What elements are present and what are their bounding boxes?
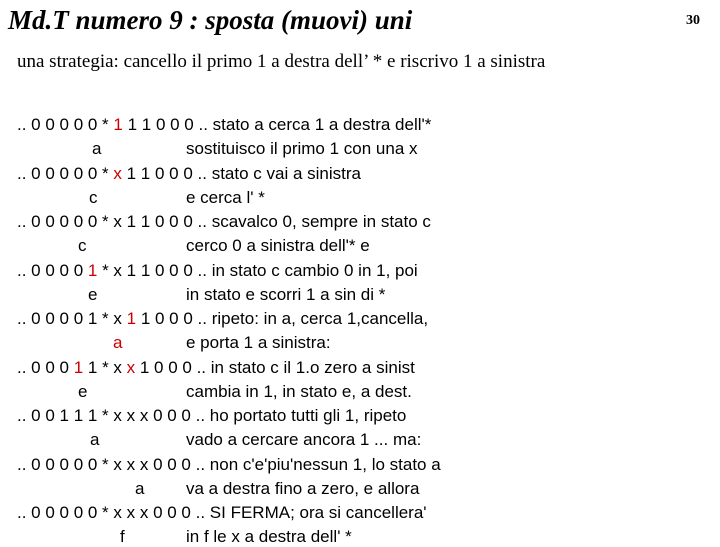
state-label: f — [120, 527, 125, 546]
tape-line — [17, 455, 441, 475]
tape-line — [17, 212, 431, 232]
tape-segment: 1 1 0 0 0 .. — [121, 163, 212, 183]
tape-segment: .. 0 0 0 — [17, 357, 74, 377]
tape-highlight: 1 — [73, 357, 84, 377]
step-description: non c'e'piu'nessun 1, lo stato a — [209, 454, 441, 474]
tape-segment: 1 1 0 0 0 .. — [122, 115, 213, 134]
step-note: cambia in 1, in stato e, a dest. — [186, 381, 412, 401]
tape-highlight: 1 — [126, 309, 137, 328]
tape-segment: .. 0 0 0 0 0 * x 1 1 0 0 0 .. — [17, 212, 212, 231]
tape-line — [17, 358, 415, 378]
state-label: a — [92, 139, 102, 158]
state-label: c — [89, 187, 98, 207]
tape-highlight: x — [113, 163, 122, 183]
tape-line — [17, 261, 418, 281]
step-note: sostituisco il primo 1 con una x — [186, 139, 418, 158]
intro-text: una strategia: cancello il primo 1 a destra dell’ * e riscrivo 1 a sinistra — [17, 51, 546, 72]
step-note: in f le x a destra dell' * — [186, 527, 352, 546]
step-note: e cerca l' * — [186, 187, 265, 207]
state-label: a — [113, 333, 123, 352]
tape-segment: 1 * x — [83, 357, 127, 377]
state-label: c — [78, 236, 87, 255]
state-label: e — [88, 284, 98, 304]
step-description: stato c vai a sinistra — [211, 163, 361, 183]
tape-segment: .. 0 0 0 0 0 * — [17, 163, 114, 183]
tape-line — [17, 164, 361, 184]
step-description: ho portato tutti gli 1, ripeto — [209, 406, 407, 425]
tape-segment: .. 0 0 1 1 1 * x x x 0 0 0 .. — [17, 406, 210, 425]
step-note: in stato e scorri 1 a sin di * — [186, 284, 386, 304]
step-description: in stato c il 1.o zero a sinist — [210, 357, 415, 377]
tape-highlight: 1 — [87, 260, 98, 280]
step-note: va a destra fino a zero, e allora — [186, 478, 420, 498]
tape-segment: * x 1 1 0 0 0 .. — [97, 260, 212, 280]
step-description: SI FERMA; ora si cancellera' — [209, 503, 427, 522]
step-description: scavalco 0, sempre in stato c — [211, 212, 431, 231]
tape-line — [17, 115, 431, 135]
tape-highlight: 1 — [113, 115, 123, 134]
tape-segment: .. 0 0 0 0 1 * x — [17, 309, 127, 328]
tape-segment: .. 0 0 0 0 0 * — [17, 115, 114, 134]
state-label: a — [90, 430, 100, 449]
step-note: e porta 1 a sinistra: — [186, 333, 331, 352]
state-label: e — [78, 381, 88, 401]
tape-segment: 1 0 0 0 .. — [135, 357, 211, 377]
step-description: stato a cerca 1 a destra dell'* — [212, 115, 432, 134]
step-description: in stato c cambio 0 in 1, poi — [211, 260, 418, 280]
tape-line — [17, 406, 406, 426]
state-label: a — [135, 478, 145, 498]
tape-segment: .. 0 0 0 0 0 * x x x 0 0 0 .. — [17, 503, 210, 522]
slide-title: Md.T numero 9 : sposta (muovi) uni — [8, 5, 413, 35]
tape-segment: 1 0 0 0 .. — [136, 309, 212, 328]
page-number: 30 — [686, 13, 700, 28]
tape-highlight: x — [126, 357, 136, 377]
tape-line — [17, 503, 427, 523]
tape-segment: .. 0 0 0 0 — [17, 260, 88, 280]
tape-line — [17, 309, 428, 329]
step-note: cerco 0 a sinistra dell'* e — [186, 236, 370, 255]
step-note: vado a cercare ancora 1 ... ma: — [186, 430, 422, 449]
step-description: ripeto: in a, cerca 1,cancella, — [211, 309, 429, 328]
tape-segment: .. 0 0 0 0 0 * x x x 0 0 0 .. — [17, 454, 210, 474]
